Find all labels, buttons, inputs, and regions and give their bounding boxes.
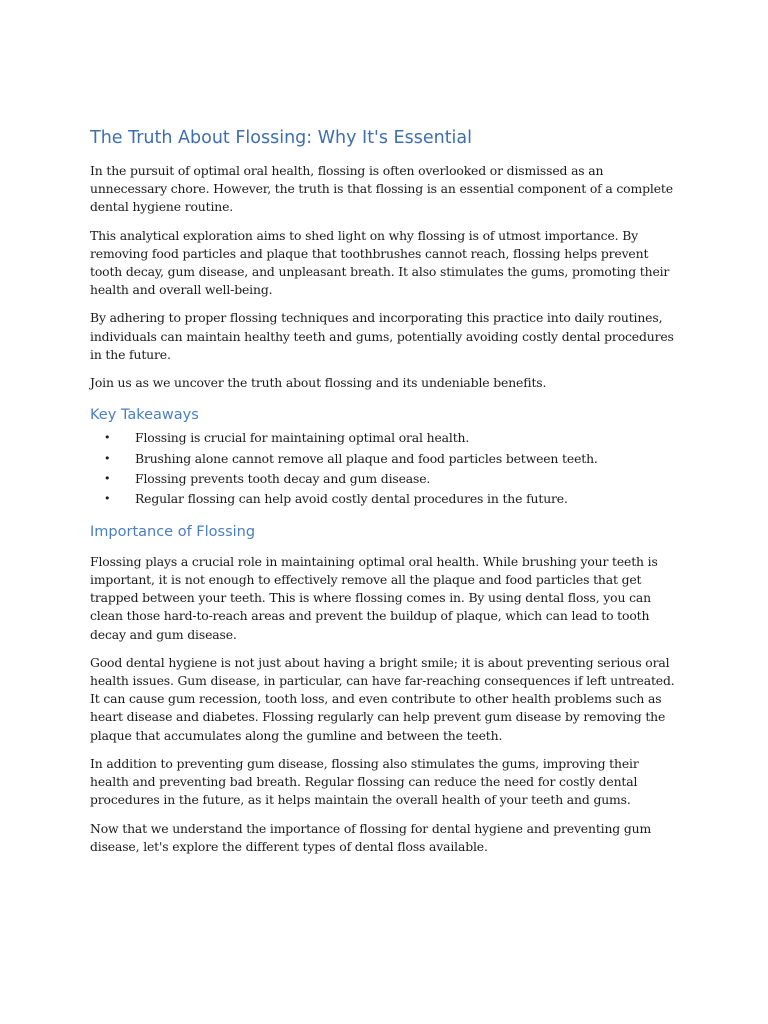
bullet-icon: • xyxy=(104,492,111,506)
importance-heading: Importance of Flossing xyxy=(90,523,256,540)
list-item-text: Regular flossing can help avoid costly dental procedures in the future. xyxy=(135,491,568,507)
list-item-text: Flossing prevents tooth decay and gum disease. xyxy=(135,471,431,487)
key-takeaways-list xyxy=(90,428,680,510)
document-page xyxy=(90,124,680,866)
intro-paragraph: This analytical exploration aims to shed light on why flossing is of utmost importance. By removing food particles and plaque that toothbrushes cannot reach, flossing helps prevent tooth decay, gum disease, and unpleasant breath. It also stimulates the gums, promoting their health and overall well-being. xyxy=(90,227,670,298)
bullet-icon: • xyxy=(104,451,111,465)
intro-paragraph: Join us as we uncover the truth about flossing and its undeniable benefits. xyxy=(90,375,547,391)
list-item xyxy=(90,469,680,489)
bullet-icon: • xyxy=(104,431,111,445)
intro-paragraph: By adhering to proper flossing techniques and incorporating this practice into daily routines, individuals can maintain healthy teeth and gums, potentially avoiding costly dental procedures in the future. xyxy=(90,310,674,362)
bullet-icon: • xyxy=(104,472,111,486)
list-item xyxy=(90,428,680,448)
list-item xyxy=(90,489,680,509)
intro-paragraph: In the pursuit of optimal oral health, flossing is often overlooked or dismissed as an unnecessary chore. However, the truth is that flossing is an essential component of a complete dental hygiene routine. xyxy=(90,163,673,215)
list-item xyxy=(90,449,680,469)
importance-paragraph: Good dental hygiene is not just about having a bright smile; it is about preventing serious oral health issues. Gum disease, in particular, can have far-reaching consequences if left untreated. It can cause gum recession, tooth loss, and even contribute to other health problems such as heart disease and diabetes. Flossing regularly can help prevent gum disease by removing the plaque that accumulates along the gumline and between the teeth. xyxy=(90,654,675,743)
importance-paragraph: In addition to preventing gum disease, flossing also stimulates the gums, improving their health and preventing bad breath. Regular flossing can reduce the need for costly dental procedures in the future, as it helps maintain the overall health of your teeth and gums. xyxy=(90,755,639,808)
importance-paragraph: Now that we understand the importance of flossing for dental hygiene and preventing gum disease, let's explore the different types of dental floss available. xyxy=(90,820,652,854)
article-title: The Truth About Flossing: Why It's Essential xyxy=(90,128,473,148)
list-item-text: Flossing is crucial for maintaining optimal oral health. xyxy=(135,430,470,446)
importance-paragraph: Flossing plays a crucial role in maintaining optimal oral health. While brushing your teeth is important, it is not enough to effectively remove all the plaque and food particles that get trapped between your teeth. This is where flossing comes in. By using dental floss, you can clean those hard-to-reach areas and prevent the buildup of plaque, which can lead to tooth decay and gum disease. xyxy=(90,553,658,642)
list-item-text: Brushing alone cannot remove all plaque and food particles between teeth. xyxy=(135,450,598,466)
key-takeaways-heading: Key Takeaways xyxy=(90,407,199,424)
